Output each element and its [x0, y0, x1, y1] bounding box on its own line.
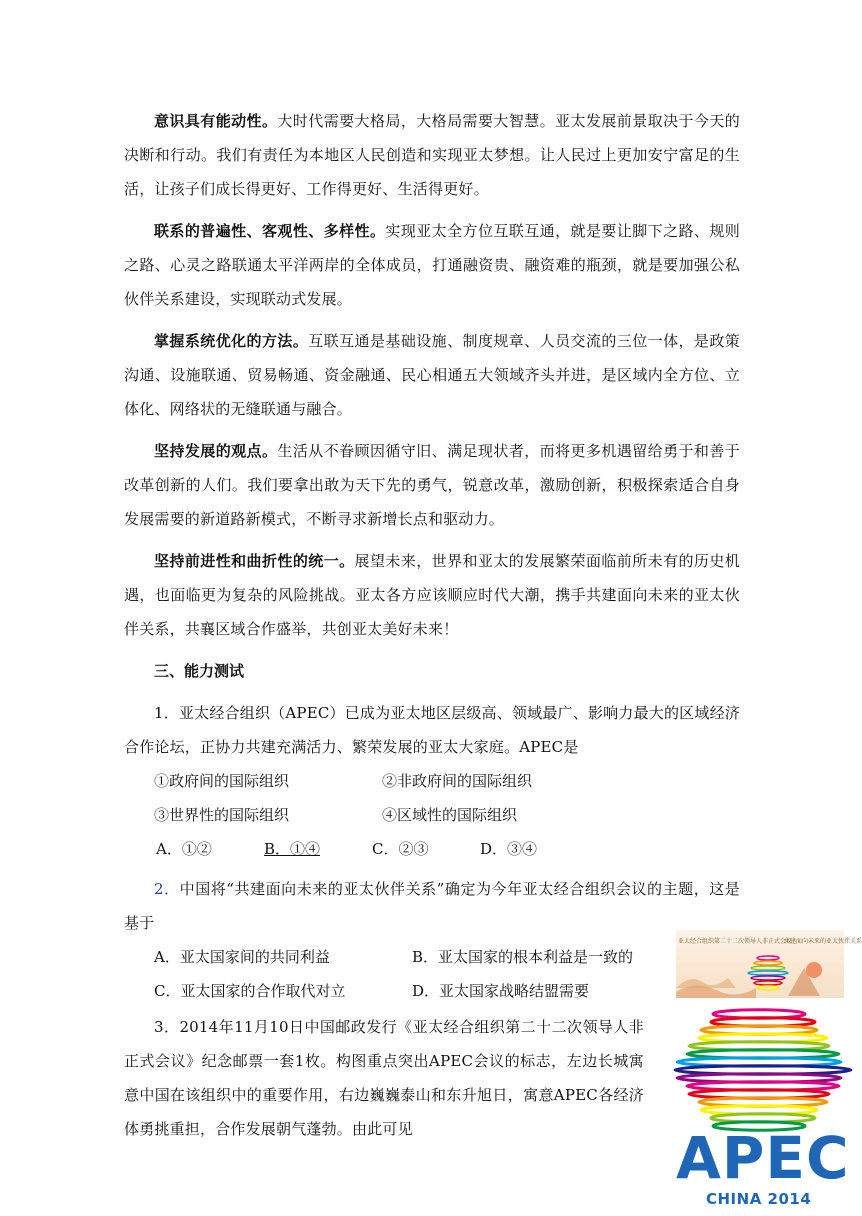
paragraph-text: 展望未来，世界和亚太的发展繁荣面临前所未有的历史机遇，也面临更为复杂的风险挑战。亚太各方应该顺应时代大潮，携手共建面向未来的亚太伙伴关系，共襄区域合作盛举，共创亚太美好未来！: [124, 552, 740, 638]
apec-logo-subtitle: CHINA 2014: [706, 1190, 812, 1208]
paragraph-1: [124, 104, 740, 206]
paragraph-2: [124, 214, 740, 316]
paragraph-lead: 坚持发展的观点。: [154, 442, 278, 460]
paragraph-4: [124, 434, 740, 536]
option-a: A．①②: [156, 840, 212, 858]
stamp-logo-ring: [751, 976, 785, 980]
section-title: 三、能力测试: [154, 662, 245, 680]
statement-4: ④区域性的国际组织: [382, 806, 518, 824]
stamp-logo-ring: [757, 986, 779, 990]
option-c: C．亚太国家的合作取代对立: [154, 982, 346, 1000]
option-b: B．亚太国家的根本利益是一致的: [412, 948, 634, 966]
stamp-image: [676, 930, 862, 998]
question-2: [124, 872, 740, 940]
option-d: D．③④: [480, 840, 538, 858]
paragraph-text: 互联互通是基础设施、制度规章、人员交流的三位一体，是政策沟通、设施联通、贸易畅通、资金融通、民心相通五大领域齐头并进，是区域内全方位、立体化、网络状的无缝联通与融合。: [124, 332, 740, 418]
stamp-logo-ring: [754, 981, 782, 985]
paragraph-text: 大时代需要大格局，大格局需要大智慧。亚太发展前景取决于今天的决断和行动。我们有责任为本地区人民创造和实现亚太梦想。让人民过上更加安宁富足的生活，让孩子们成长得更好、工作得更好、生活得更好。: [124, 112, 740, 198]
paragraph-lead: 坚持前进性和曲折性的统一。: [154, 552, 355, 570]
question-3: [124, 1010, 644, 1146]
paragraph-lead: 掌握系统优化的方法。: [154, 332, 309, 350]
question-number: 3．: [154, 1018, 180, 1036]
paragraph-text: 实现亚太全方位互联互通，就是要让脚下之路、规则之路、心灵之路联通太平洋两岸的全体成员，打通融资贵、融资难的瓶颈，就是要加强公私伙伴关系建设，实现联动式发展。: [124, 222, 740, 308]
question-number: 1．: [154, 704, 179, 722]
statement-2: ②非政府间的国际组织: [382, 772, 533, 790]
option-c: C．②③: [372, 840, 429, 858]
option-a: A．亚太国家间的共同利益: [154, 948, 330, 966]
paragraph-lead: 联系的普遍性、客观性、多样性。: [154, 222, 386, 240]
statement-3: ③世界性的国际组织: [154, 806, 290, 824]
option-d: D．亚太国家战略结盟需要: [412, 982, 590, 1000]
answer-options: [124, 832, 740, 866]
statement-row: [124, 764, 740, 798]
stamp-caption-left: 亚太经合组织第二十二次领导人非正式会议: [678, 938, 793, 945]
question-1: [124, 696, 740, 764]
paragraph-text: 生活从不眷顾因循守旧、满足现状者，而将更多机遇留给勇于和善于改革创新的人们。我们要拿出敢为天下先的勇气，锐意改革，激励创新，积极探索适合自身发展需要的新道路新模式，不断寻求新增长点和驱动力。: [124, 442, 740, 528]
question-text: 2014年11月10日中国邮政发行《亚太经合组织第二十二次领导人非正式会议》纪念邮票一套1枚。构图重点突出APEC会议的标志，左边长城寓意中国在该组织中的重要作用，右边巍巍泰山和东升旭日，寓意APEC各经济体勇挑重担，合作发展朝气蓬勃。由此可见: [124, 1018, 644, 1138]
stamp-logo-ring: [751, 966, 785, 970]
question-text: 中国将“共建面向未来的亚太伙伴关系”确定为今年亚太经合组织会议的主题，这是基于: [124, 880, 740, 932]
stamp-artwork: [676, 930, 844, 998]
stamp-logo-ring: [754, 961, 782, 965]
paragraph-3: [124, 324, 740, 426]
stamp-mini-logo: [748, 956, 788, 990]
apec-logo-word: APEC: [676, 1124, 850, 1192]
question-text: 亚太经合组织（APEC）已成为亚太地区层级高、领域最广、影响力最大的区域经济合作论坛，正协力共建充满活力、繁荣发展的亚太大家庭。APEC是: [124, 704, 740, 756]
stamp-caption-right: 共建面向未来的亚太伙伴关系: [784, 938, 862, 945]
option-b: B．①④: [264, 840, 321, 858]
document-body: [124, 104, 740, 1146]
statement-1: ①政府间的国际组织: [154, 772, 290, 790]
stamp-logo-ring: [757, 956, 779, 960]
stamp-logo-ring: [748, 971, 788, 975]
statement-row: [124, 798, 740, 832]
paragraph-lead: 意识具有能动性。: [154, 112, 278, 130]
paragraph-5: [124, 544, 740, 646]
question-number: 2．: [154, 880, 180, 898]
answer-options: [124, 940, 740, 974]
answer-options: [124, 974, 740, 1008]
